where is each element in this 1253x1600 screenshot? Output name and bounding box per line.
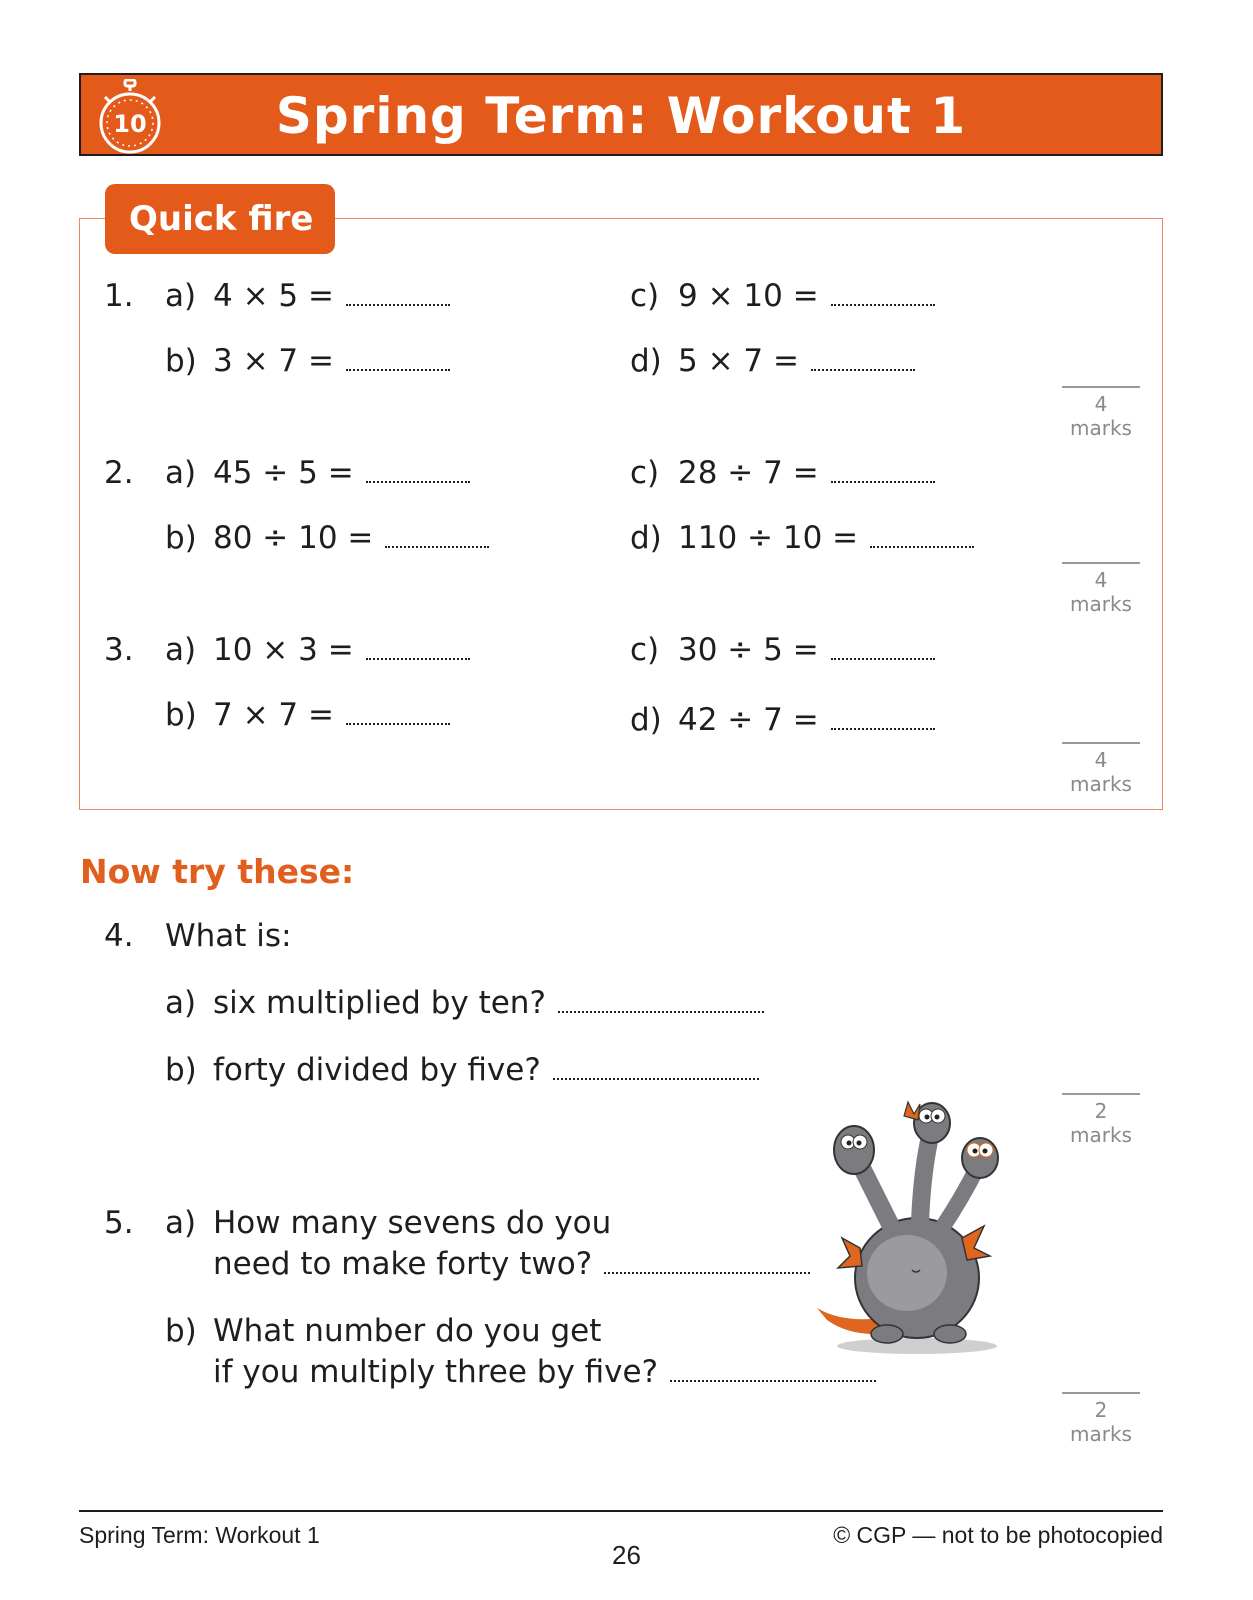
answer-blank[interactable] <box>604 1256 810 1274</box>
question-5b-line2: if you multiply three by five? <box>213 1354 876 1390</box>
answer-blank[interactable] <box>346 288 450 306</box>
question-3d: d) 42 ÷ 7 = <box>630 702 935 738</box>
question-4-intro: What is: <box>165 918 292 954</box>
question-1a: a) 4 × 5 = <box>165 278 450 314</box>
answer-blank[interactable] <box>831 465 935 483</box>
marks-divider <box>1062 386 1140 388</box>
answer-blank[interactable] <box>366 642 470 660</box>
question-3a: a) 10 × 3 = <box>165 632 470 668</box>
marks-label: 4 marks <box>1070 748 1132 796</box>
page-title: Spring Term: Workout 1 <box>275 87 967 145</box>
question-3b: b) 7 × 7 = <box>165 697 450 733</box>
question-number: 3. <box>104 632 134 668</box>
answer-blank[interactable] <box>346 353 450 371</box>
question-number: 1. <box>104 278 134 314</box>
marks-divider <box>1062 1093 1140 1095</box>
question-number: 4. <box>104 918 134 954</box>
timer-label: 10 <box>113 110 147 138</box>
marks-divider <box>1062 1392 1140 1394</box>
footer-divider <box>79 1510 1163 1512</box>
marks-label: 2 marks <box>1070 1398 1132 1446</box>
section-heading: Now try these: <box>80 852 355 891</box>
answer-blank[interactable] <box>670 1364 876 1382</box>
title-banner <box>79 73 1163 156</box>
question-2c: c) 28 ÷ 7 = <box>630 455 935 491</box>
marks-label: 4 marks <box>1070 392 1132 440</box>
question-4a: a) six multiplied by ten? <box>165 985 764 1021</box>
answer-blank[interactable] <box>385 530 489 548</box>
footer-copyright: © CGP — not to be photocopied <box>833 1522 1163 1548</box>
question-2d: d) 110 ÷ 10 = <box>630 520 974 556</box>
answer-blank[interactable] <box>346 707 450 725</box>
question-2a: a) 45 ÷ 5 = <box>165 455 470 491</box>
marks-divider <box>1062 742 1140 744</box>
question-2b: b) 80 ÷ 10 = <box>165 520 489 556</box>
question-1c: c) 9 × 10 = <box>630 278 935 314</box>
question-5a-line1: a) How many sevens do you <box>165 1205 612 1241</box>
marks-divider <box>1062 562 1140 564</box>
answer-blank[interactable] <box>553 1062 759 1080</box>
answer-blank[interactable] <box>811 353 915 371</box>
answer-blank[interactable] <box>366 465 470 483</box>
question-3c: c) 30 ÷ 5 = <box>630 632 935 668</box>
question-4b: b) forty divided by five? <box>165 1052 759 1088</box>
question-number: 5. <box>104 1205 134 1241</box>
question-1b: b) 3 × 7 = <box>165 343 450 379</box>
answer-blank[interactable] <box>870 530 974 548</box>
question-5b-line1: b) What number do you get <box>165 1313 602 1349</box>
monster-illustration <box>812 1098 1022 1358</box>
quick-fire-label: Quick fire <box>129 199 314 239</box>
footer-title: Spring Term: Workout 1 <box>79 1522 320 1548</box>
page-number: 26 <box>612 1540 641 1570</box>
answer-blank[interactable] <box>831 288 935 306</box>
answer-blank[interactable] <box>831 712 935 730</box>
marks-label: 2 marks <box>1070 1099 1132 1147</box>
quick-fire-tab <box>105 184 335 254</box>
question-5a-line2: need to make forty two? <box>213 1246 810 1282</box>
question-number: 2. <box>104 455 134 491</box>
answer-blank[interactable] <box>558 995 764 1013</box>
question-1d: d) 5 × 7 = <box>630 343 915 379</box>
answer-blank[interactable] <box>831 642 935 660</box>
marks-label: 4 marks <box>1070 568 1132 616</box>
